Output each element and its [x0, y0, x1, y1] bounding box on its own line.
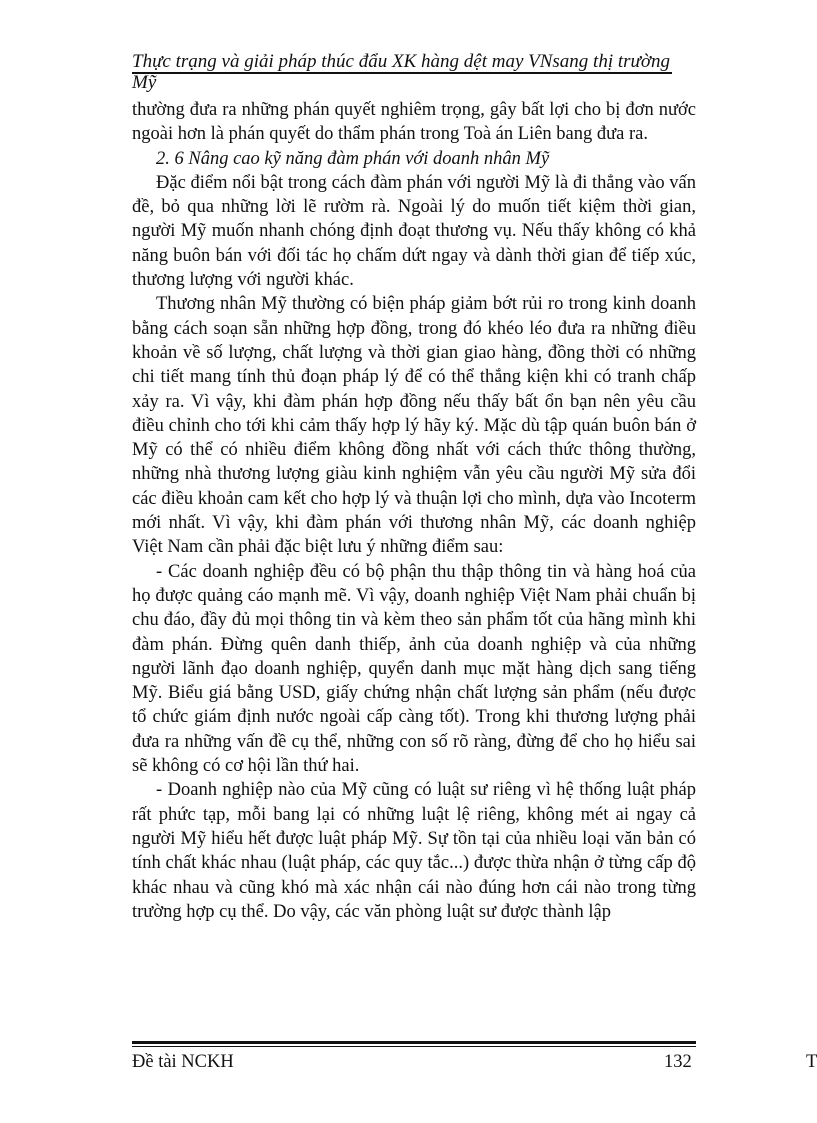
paragraph: Đặc điểm nổi bật trong cách đàm phán với người Mỹ là đi thẳng vào vấn đề, bỏ qua những lời lẽ rườm rà. Ngoài lý do muốn tiết kiệm thời gian, người Mỹ muốn nhanh chóng định đoạt thương vụ. Nếu thấy không có khả năng buôn bán với đối tác họ chấm dứt ngay và dành thời gian để tiếp xúc, thương lượng với người khác.: [132, 172, 696, 291]
footer-rule: [132, 1041, 696, 1044]
header-title-continued: Mỹ: [132, 72, 157, 93]
bullet-paragraph: - Các doanh nghiệp đều có bộ phận thu thập thông tin và hàng hoá của họ được quảng cáo mạnh mẽ. Vì vậy, doanh nghiệp Việt Nam phải chuẩn bị chu đáo, đầy đủ mọi thông tin và kèm theo sản phẩm tốt của hãng mình khi đàm phán. Đừng quên danh thiếp, ảnh của doanh nghiệp và của những người lãnh đạo doanh nghiệp, quyển danh mục mặt hàng dịch sang tiếng Mỹ. Biểu giá bằng USD, giấy chứng nhận chất lượng sản phẩm (nếu được tổ chức giám định nước ngoài cấp càng tốt). Trong khi thương lượng phải đưa ra những vấn đề cụ thể, những con số rõ ràng, đừng để cho họ hiểu sai sẽ không có cơ hội lần thứ hai.: [132, 561, 696, 777]
page-body: [132, 98, 696, 924]
section-heading: 2. 6 Nâng cao kỹ năng đàm phán với doanh nhân Mỹ: [156, 148, 550, 169]
edge-character: T: [806, 1052, 817, 1072]
footer-rule-thin: [132, 1046, 696, 1047]
paragraph-continuation: thường đưa ra những phán quyết nghiêm trọng, gây bất lợi cho bị đơn nước ngoài hơn là phán quyết do thẩm phán trong Toà án Liên bang đưa ra.: [132, 100, 696, 145]
footer-label: Đề tài NCKH: [132, 1052, 234, 1072]
bullet-paragraph: - Doanh nghiệp nào của Mỹ cũng có luật sư riêng vì hệ thống luật pháp rất phức tạp, mỗi bang lại có những luật lệ riêng, không mét ai ngay cả người Mỹ hiểu hết được luật pháp Mỹ. Sự tồn tại của nhiều loại văn bản có tính chất khác nhau (luật pháp, các quy tắc...) được thừa nhận ở từng cấp độ khác nhau và cũng khó mà xác nhận cái nào đúng hơn cái nào trong từng trường hợp cụ thể. Do vậy, các văn phòng luật sư được thành lập: [132, 780, 696, 922]
page-number: 132: [664, 1052, 692, 1072]
page-header: [132, 50, 672, 94]
header-title: Thực trạng và giải pháp thúc đẩu XK hàng dệt may VNsang thị trường: [132, 51, 671, 72]
paragraph: Thương nhân Mỹ thường có biện pháp giảm bớt rủi ro trong kinh doanh bằng cách soạn sẵn những hợp đồng, trong đó khéo léo đưa ra những điều khoản về số lượng, chất lượng và thời gian giao hàng, đồng thời có những chi tiết mang tính thủ đoạn pháp lý để có thể thắng kiện khi có tranh chấp xảy ra. Vì vậy, khi đàm phán hợp đồng nếu thấy bất ổn bạn nên yêu cầu điều chỉnh cho tới khi cảm thấy hợp lý hãy ký. Mặc dù tập quán buôn bán ở Mỹ có thể có nhiều điểm không đồng nhất với cách thức thông thường, những nhà thương lượng giàu kinh nghiệm vẫn yêu cầu người Mỹ sửa đổi các điều khoản cam kết cho hợp lý và thuận lợi cho mình, dựa vào Incoterm mới nhất. Vì vậy, khi đàm phán với thương nhân Mỹ, các doanh nghiệp Việt Nam cần phải đặc biệt lưu ý những điểm sau:: [132, 294, 696, 558]
header-rule: [132, 72, 672, 74]
